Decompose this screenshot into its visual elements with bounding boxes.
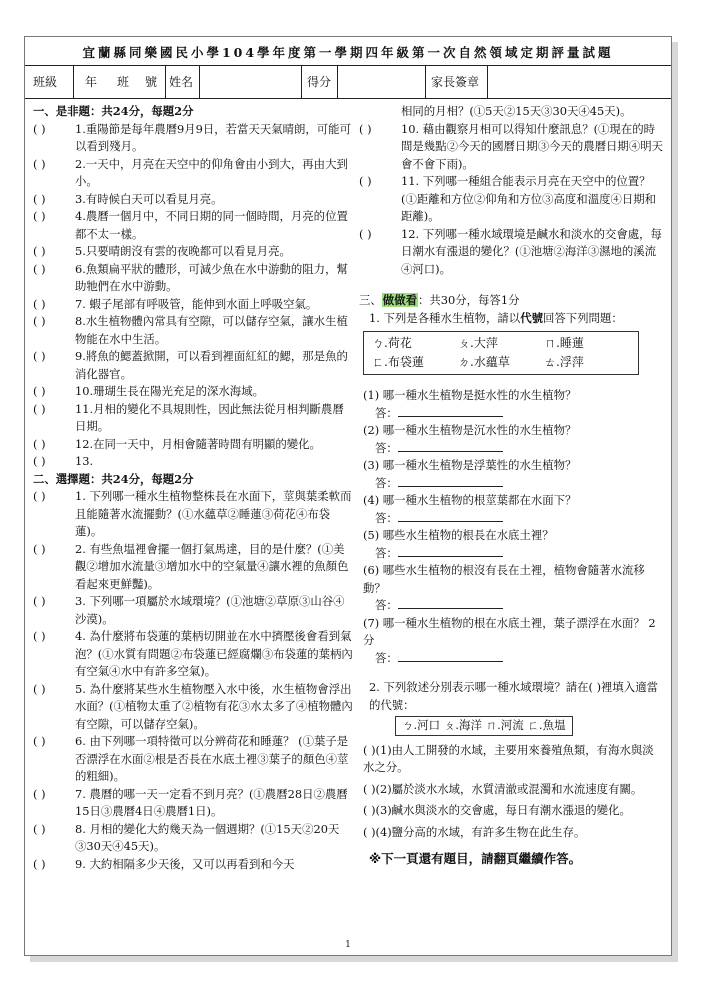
page-number: 1 bbox=[345, 940, 351, 950]
question-text: 10. 藉由觀察月相可以得知什麼訊息？(①現在的時間是幾點②今天的國曆日期③今天的農曆日期④明天會不會下雨)。 bbox=[401, 121, 663, 171]
answer-blank[interactable]: ( ) bbox=[33, 856, 46, 871]
question-item bbox=[33, 436, 353, 454]
plant-question: (6) 哪些水生植物的根沒有長在土裡，植物會隨著水流移動？ 答： bbox=[363, 563, 645, 612]
question-text: 7. 農曆的哪一天一定看不到月亮？(①農曆28日②農曆15日③農曆4日④農曆1日)。 bbox=[75, 786, 348, 818]
plant-question: (2) 哪一種水生植物是沉水性的水生植物？ 答： bbox=[363, 423, 577, 455]
question-text: 6. 由下列哪一項特徵可以分辨荷花和睡蓮？ (①葉子是否漂浮在水面②根是否長在水底土裡③葉子的顏色④莖的粗細)。 bbox=[75, 734, 349, 783]
question-item bbox=[33, 786, 353, 821]
question-text: 11.月相的變化不具規則性，因此無法從月相判斷農曆日期。 bbox=[75, 401, 344, 433]
plant-option: ㄊ.浮萍 bbox=[544, 355, 584, 369]
answer-line[interactable] bbox=[398, 510, 503, 522]
question-text: 1.重陽節是每年農曆9月9日，若當天天氣晴朗，可能可以看到殘月。 bbox=[75, 121, 351, 153]
answer-blank[interactable]: ( ) bbox=[33, 681, 46, 696]
answer-line[interactable] bbox=[398, 405, 503, 417]
water-question: ( )(4)鹽分高的水域，有許多生物在此生存。 bbox=[363, 824, 586, 839]
number-label: 號 bbox=[145, 75, 158, 89]
answer-blank[interactable]: ( ) bbox=[363, 824, 376, 839]
question-item bbox=[33, 208, 353, 243]
water-options-box: ㄅ.河口 ㄆ.海洋 ㄇ.河流 ㄈ.魚塭 bbox=[395, 716, 573, 736]
question-text: 8. 月相的變化大約幾天為一個週期？(①15天②20天③30天④45天)。 bbox=[75, 821, 340, 853]
plant-question: (5) 哪些水生植物的根長在水底土裡？ 答： bbox=[363, 528, 554, 560]
question-text: 9. 大約相隔多少天後，又可以再看到和今天 bbox=[75, 856, 295, 871]
question-item bbox=[33, 488, 353, 541]
year-label: 年 bbox=[85, 75, 98, 89]
question-text: 4. 為什麼將布袋蓮的葉柄切開並在水中擠壓後會看到氣泡？(①水質有問題②布袋蓮已經腐爛③布袋蓮的葉柄內有空氣④水中有許多空氣)。 bbox=[75, 629, 353, 678]
left-column bbox=[33, 103, 353, 873]
answer-line[interactable] bbox=[398, 597, 503, 609]
question-item bbox=[33, 453, 353, 471]
question-item bbox=[33, 191, 353, 209]
answer-blank[interactable]: ( ) bbox=[33, 734, 46, 748]
question-item bbox=[33, 628, 353, 681]
section-choice-title: 二、選擇題：共24分，每題2分 bbox=[33, 471, 194, 486]
question-item bbox=[33, 156, 353, 191]
true-false-list bbox=[33, 121, 353, 471]
answer-blank[interactable]: ( ) bbox=[33, 191, 46, 206]
score-label: 得分 bbox=[307, 75, 332, 89]
answer-blank[interactable]: ( ) bbox=[33, 541, 46, 556]
plant-option: ㄆ.大萍 bbox=[458, 336, 498, 350]
choice-9-continued: 相同的月相？(①5天②15天③30天④45天)。 bbox=[401, 104, 632, 118]
answer-blank[interactable]: ( ) bbox=[33, 314, 46, 328]
plant-question: (4) 哪一種水生植物的根莖葉都在水面下？ 答： bbox=[363, 493, 577, 525]
plant-option: ㄉ.水蘊草 bbox=[458, 355, 510, 369]
question-item bbox=[33, 856, 353, 874]
question-item bbox=[33, 313, 353, 348]
ban-label: 班 bbox=[117, 75, 130, 89]
question-item bbox=[33, 348, 353, 383]
question-item bbox=[33, 593, 353, 628]
question-item bbox=[33, 541, 353, 594]
exam-title: 宜蘭縣同樂國民小學104學年度第一學期四年級第一次自然領域定期評量試題 bbox=[82, 45, 614, 60]
plant-option: ㄇ.睡蓮 bbox=[544, 336, 584, 350]
question-text: 3. 下列哪一項屬於水域環境？(①池塘②草原③山谷④沙漠)。 bbox=[75, 594, 345, 626]
question-text: 13. bbox=[75, 454, 94, 468]
answer-line[interactable] bbox=[398, 440, 503, 452]
question-item bbox=[359, 226, 665, 279]
question-item bbox=[33, 733, 353, 786]
question-item bbox=[33, 383, 353, 401]
question-item bbox=[33, 821, 353, 856]
question-text: 4.農曆一個月中，不同日期的同一個時間，月亮的位置都不太一樣。 bbox=[75, 209, 348, 241]
right-column bbox=[359, 103, 665, 869]
answer-blank[interactable]: ( ) bbox=[33, 454, 46, 468]
question-text: 11. 下列哪一種組合能表示月亮在天空中的位置？(①距離和方位②仰角和方位③高度和溫度④日期和距離)。 bbox=[401, 174, 657, 223]
water-question: ( )(1)由人工開發的水域，主要用來養殖魚類，有海水與淡水之分。 bbox=[363, 742, 654, 774]
answer-blank[interactable]: ( ) bbox=[359, 121, 372, 136]
question-item bbox=[33, 681, 353, 734]
question-item bbox=[33, 121, 353, 156]
answer-line[interactable] bbox=[398, 545, 503, 557]
question-text: 10.珊瑚生長在陽光充足的深水海域。 bbox=[75, 384, 264, 398]
answer-blank[interactable]: ( ) bbox=[33, 349, 46, 363]
question-item bbox=[33, 243, 353, 261]
choice-list-continued bbox=[359, 121, 665, 279]
class-label: 班級 bbox=[33, 75, 58, 89]
exam-sheet bbox=[24, 36, 672, 956]
answer-blank[interactable]: ( ) bbox=[33, 261, 46, 276]
name-label: 姓名 bbox=[169, 75, 194, 89]
answer-blank[interactable]: ( ) bbox=[33, 244, 46, 258]
answer-blank[interactable]: ( ) bbox=[33, 401, 46, 416]
answer-blank[interactable]: ( ) bbox=[33, 821, 46, 836]
parent-sign-label: 家長簽章 bbox=[431, 75, 480, 89]
answer-blank[interactable]: ( ) bbox=[363, 742, 376, 757]
plant-question-list bbox=[359, 387, 665, 667]
question-text: 12.在同一天中，月相會隨著時間有明顯的變化。 bbox=[75, 436, 321, 451]
question-text: 8.水生植物體內常具有空隙，可以儲存空氣，讓水生植物能在水中生活。 bbox=[75, 314, 348, 346]
question-text: 7. 蝦子尾部有呼吸管，能伸到水面上呼吸空氣。 bbox=[75, 296, 318, 311]
answer-blank[interactable]: ( ) bbox=[359, 174, 372, 188]
question-item bbox=[33, 401, 353, 436]
exam-page bbox=[24, 36, 672, 956]
plant-option: ㄈ.布袋蓮 bbox=[372, 355, 424, 369]
answer-blank[interactable]: ( ) bbox=[33, 209, 46, 223]
section-practice-title: 三、做做看：共30分，每答1分 bbox=[359, 293, 520, 307]
water-question-list bbox=[359, 742, 665, 842]
answer-blank[interactable]: ( ) bbox=[33, 489, 46, 503]
answer-blank[interactable]: ( ) bbox=[33, 296, 46, 311]
plant-question: (3) 哪一種水生植物是浮葉性的水生植物？ 答： bbox=[363, 458, 577, 490]
answer-line[interactable] bbox=[398, 475, 503, 487]
question-text: 2. 有些魚塭裡會擺一個打氣馬達，目的是什麼？(①美觀②增加水流量③增加水中的空氣量④讓水裡的魚顏色看起來更鮮豔)。 bbox=[75, 541, 349, 591]
question-item bbox=[33, 261, 353, 296]
question-text: 3.有時候白天可以看見月亮。 bbox=[75, 191, 223, 206]
question-item bbox=[359, 121, 665, 174]
answer-blank[interactable]: ( ) bbox=[363, 781, 376, 796]
student-info-header bbox=[25, 65, 671, 99]
choice-list bbox=[33, 488, 353, 873]
answer-blank[interactable]: ( ) bbox=[33, 786, 46, 801]
question-text: 9.將魚的鰓蓋掀開，可以看到裡面紅紅的鰓，那是魚的消化器官。 bbox=[75, 349, 348, 381]
next-page-note: ※下一頁還有題目，請翻頁繼續作答。 bbox=[369, 852, 582, 866]
question-text: 5.只要晴朗沒有雲的夜晚都可以看見月亮。 bbox=[75, 244, 291, 258]
plant-options-box bbox=[363, 331, 639, 375]
answer-blank[interactable]: ( ) bbox=[33, 594, 46, 608]
question-text: 6.魚類扁平狀的體形，可減少魚在水中游動的阻力，幫助牠們在水中游動。 bbox=[75, 261, 348, 293]
answer-blank[interactable]: ( ) bbox=[359, 226, 372, 241]
plant-option: ㄅ.荷花 bbox=[372, 336, 412, 350]
practice-highlight: 做做看 bbox=[382, 293, 417, 307]
question-item bbox=[33, 296, 353, 314]
question-text: 5. 為什麼將某些水生植物壓入水中後，水生植物會浮出水面？(①植物太重了②植物有花③水太多了④植物體內有空隙，可以儲存空氣)。 bbox=[75, 681, 353, 731]
answer-line[interactable] bbox=[398, 650, 503, 662]
answer-blank[interactable]: ( ) bbox=[33, 436, 46, 451]
section-true-false-title: 一、是非題：共24分，每題2分 bbox=[33, 104, 194, 118]
answer-blank[interactable]: ( ) bbox=[33, 121, 46, 136]
question-text: 12. 下列哪一種水域環境是鹹水和淡水的交會處，每日潮水有漲退的變化？(①池塘②海洋③濕地的溪流④河口)。 bbox=[401, 226, 662, 276]
plant-question: (1) 哪一種水生植物是挺水性的水生植物？ 答： bbox=[363, 388, 577, 420]
water-question: ( )(2)屬於淡水水域，水質清澈或混濁和水流速度有關。 bbox=[363, 781, 643, 796]
answer-blank[interactable]: ( ) bbox=[33, 156, 46, 171]
practice-q2: 2. 下列敘述分別表示哪一種水域環境？請在( )裡填入適當的代號： bbox=[369, 680, 658, 712]
question-text: 2.一天中，月亮在天空中的仰角會由小到大，再由大到小。 bbox=[75, 156, 348, 188]
answer-blank[interactable]: ( ) bbox=[33, 629, 46, 643]
water-question: ( )(3)鹹水與淡水的交會處，每日有潮水漲退的變化。 bbox=[363, 803, 631, 817]
question-item bbox=[359, 173, 665, 226]
question-text: 1. 下列哪一種水生植物整株長在水面下，莖與葉柔軟而且能隨著水流擺動？(①水蘊草②睡蓮③荷花④布袋蓮)。 bbox=[75, 489, 352, 538]
practice-q1: 1. 下列是各種水生植物，請以代號回答下列問題： bbox=[369, 310, 623, 325]
answer-blank[interactable]: ( ) bbox=[33, 384, 46, 398]
answer-blank[interactable]: ( ) bbox=[363, 803, 376, 817]
plant-question: (7) 哪一種水生植物的根在水底土裡，葉子漂浮在水面？ 2分 答： bbox=[363, 615, 656, 665]
